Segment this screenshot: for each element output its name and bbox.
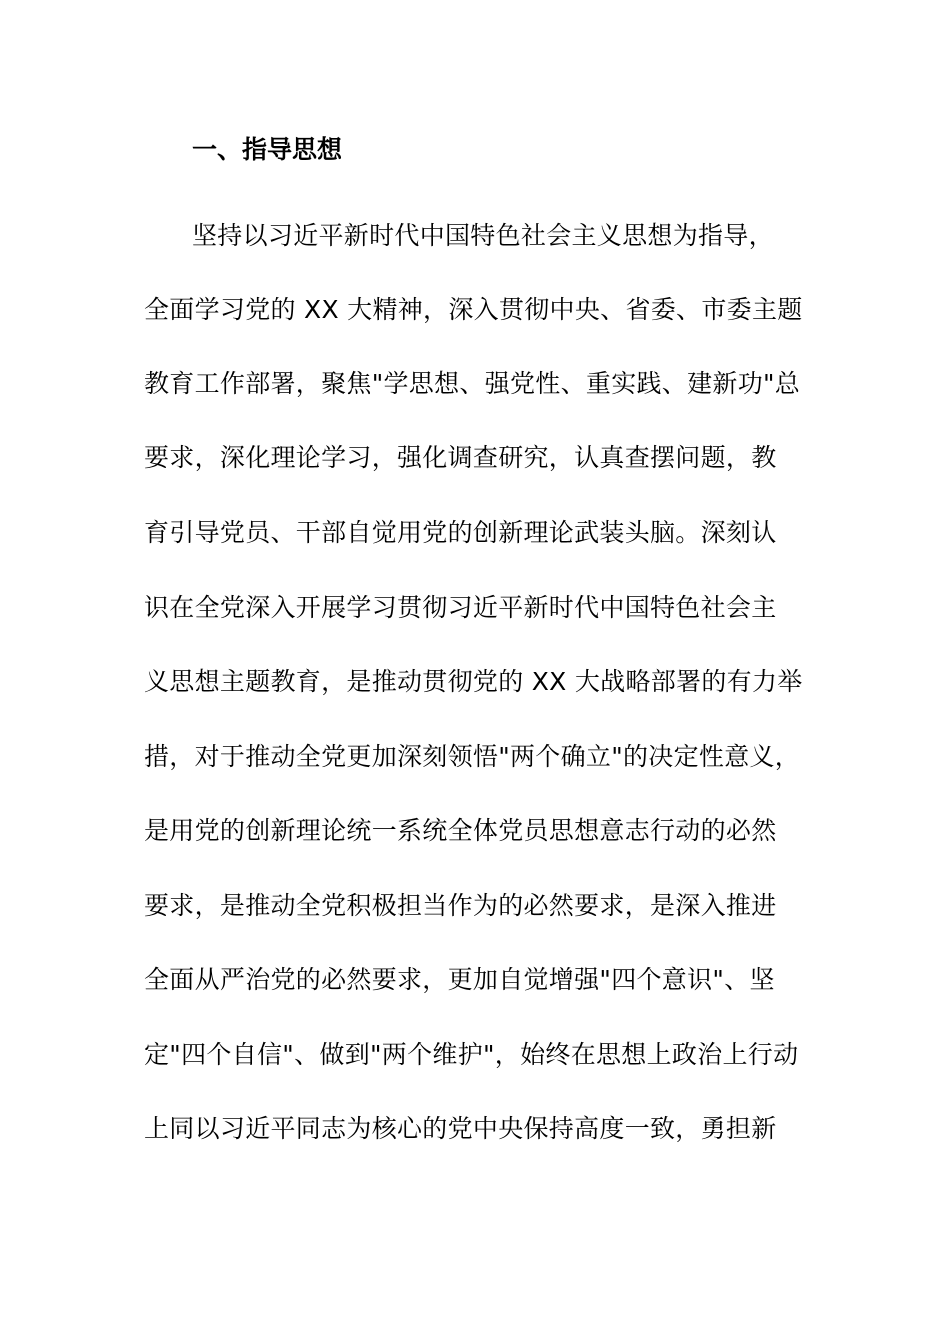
paragraph-line: 全面学习党的 XX 大精神，深入贯彻中央、省委、市委主题 — [144, 295, 803, 324]
paragraph-line: 是用党的创新理论统一系统全体党员思想意志行动的必然 — [144, 816, 777, 845]
paragraph-line: 识在全党深入开展学习贯彻习近平新时代中国特色社会主 — [144, 593, 777, 622]
paragraph-line: 要求，是推动全党积极担当作为的必然要求，是深入推进 — [144, 891, 777, 920]
paragraph-line: 坚持以习近平新时代中国特色社会主义思想为指导， — [192, 221, 774, 250]
paragraph-line: 措，对于推动全党更加深刻领悟"两个确立"的决定性意义， — [144, 742, 801, 771]
section-heading: 一、指导思想 — [192, 135, 343, 164]
paragraph-line: 定"四个自信"、做到"两个维护"，始终在思想上政治上行动 — [144, 1040, 799, 1069]
paragraph-line: 育引导党员、干部自觉用党的创新理论武装头脑。深刻认 — [144, 518, 777, 547]
paragraph-line: 全面从严治党的必然要求，更加自觉增强"四个意识"、坚 — [144, 965, 775, 994]
paragraph-line: 义思想主题教育，是推动贯彻党的 XX 大战略部署的有力举 — [144, 667, 803, 696]
paragraph-line: 要求，深化理论学习，强化调查研究，认真查摆问题，教 — [144, 443, 777, 472]
paragraph-line: 上同以习近平同志为核心的党中央保持高度一致，勇担新 — [144, 1114, 777, 1143]
paragraph-line: 教育工作部署，聚焦"学思想、强党性、重实践、建新功"总 — [144, 369, 801, 398]
